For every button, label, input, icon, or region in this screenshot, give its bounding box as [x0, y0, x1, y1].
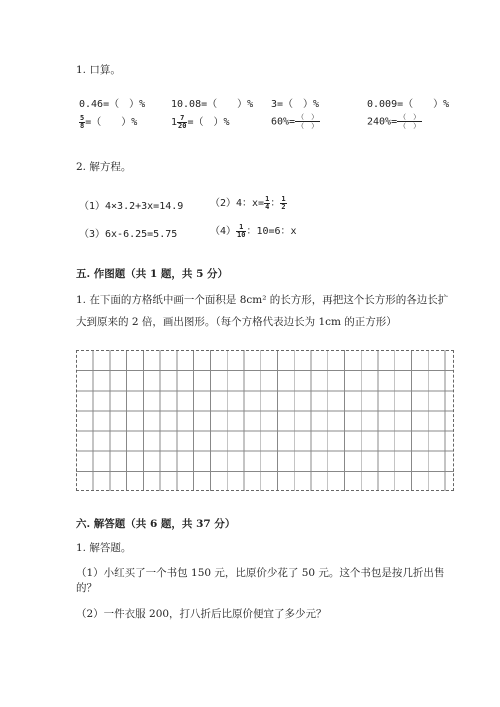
oral-item-7: 60%= $\frac{( )}{( )}$: [271, 113, 319, 130]
fraction: $\frac{1}{10}$: [237, 222, 246, 239]
square-grid: [76, 350, 454, 491]
fraction: $\frac{5}{8}$: [80, 113, 85, 130]
section5-line2: 大到原来的 2 倍，画出图形。（每个方格代表边长为 1cm 的正方形）: [76, 316, 397, 328]
oral-item-2: 10.08=（ ）%: [171, 99, 254, 110]
section5-heading: 五. 作图题（共 1 题，共 5 分）: [76, 268, 229, 280]
equation-2: （2）4：x= $\frac{1}{4}$ ： $\frac{1}{2}$: [210, 194, 286, 211]
equation-1: （1）4×3.2+3x=14.9: [79, 201, 184, 212]
fraction-blank: $\frac{( )}{( )}$: [297, 113, 319, 130]
equation-3: （3）6x-6.25=5.75: [79, 229, 178, 240]
equation-4: （4） $\frac{1}{10}$ ：10=6：x: [210, 222, 297, 239]
fraction-blank: $\frac{( )}{( )}$: [399, 113, 421, 130]
section6-sub: 1. 解答题。: [76, 542, 132, 554]
section6-heading: 六. 解答题（共 6 题，共 37 分）: [76, 518, 236, 530]
question-1-line1: （1）小红买了一个书包 150 元，比原价少花了 50 元。这个书包是按几折出售: [76, 567, 445, 579]
fraction: $\frac{1}{4}$: [265, 194, 270, 211]
oral-item-6: 1 $\frac{7}{20}$ =（ ）%: [171, 113, 230, 130]
section1-title: 1. 口算。: [76, 64, 121, 76]
oral-item-1: 0.46=（ ）%: [79, 99, 146, 110]
fraction: $\frac{1}{2}$: [281, 194, 286, 211]
oral-item-3: 3=（ ）%: [271, 99, 320, 110]
oral-item-5: $\frac{5}{8}$ =（ ）%: [80, 113, 138, 130]
oral-item-4: 0.009=（ ）%: [367, 99, 450, 110]
question-1-line2: 的？: [76, 582, 97, 594]
fraction: $\frac{7}{20}$: [178, 113, 187, 130]
oral-item-8: 240%= $\frac{( )}{( )}$: [367, 113, 421, 130]
question-2: （2）一件衣服 200，打八折后比原价便宜了多少元？: [76, 608, 327, 620]
section5-line1: 1. 在下面的方格纸中画一个面积是 8cm² 的长方形，再把这个长方形的各边长扩: [76, 294, 449, 306]
section2-title: 2. 解方程。: [76, 161, 132, 173]
